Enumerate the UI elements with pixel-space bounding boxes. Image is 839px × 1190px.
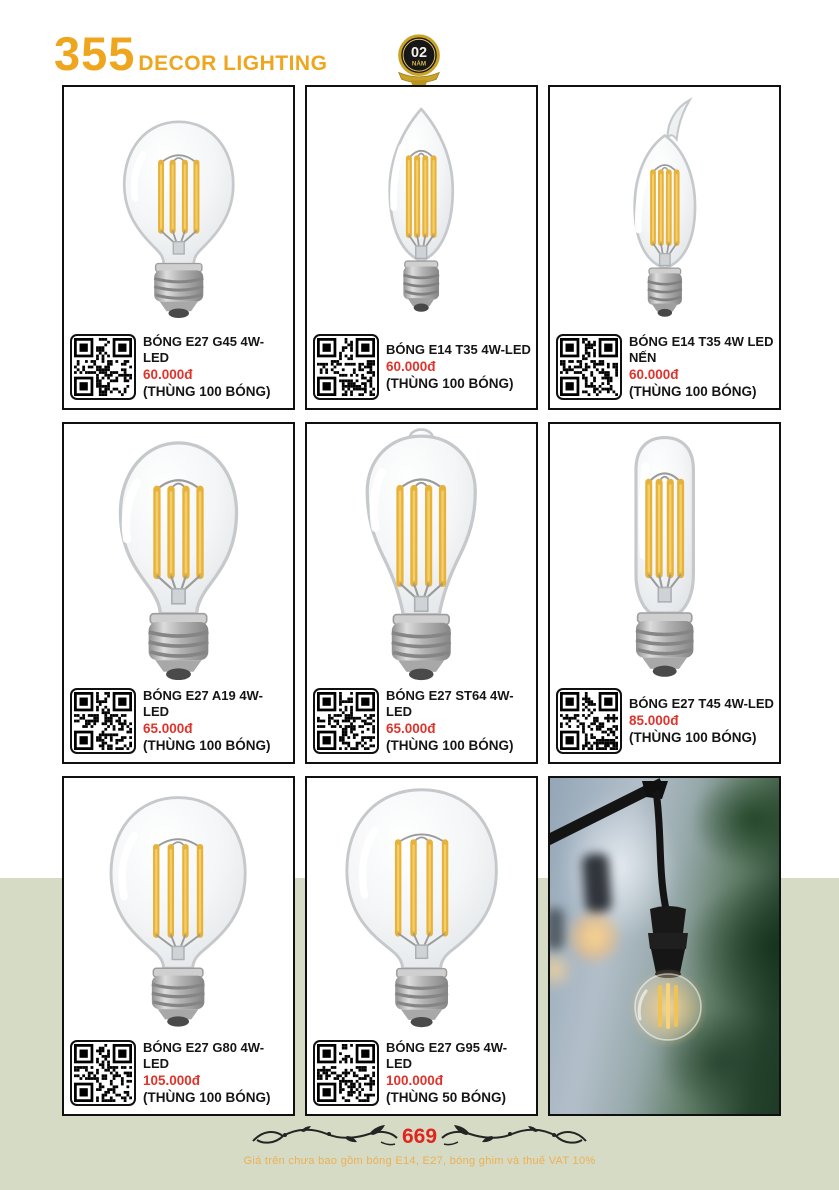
qr-code bbox=[70, 688, 136, 754]
badge-label: NĂM bbox=[411, 60, 427, 68]
product-price: 100.000đ bbox=[386, 1073, 444, 1088]
qr-code bbox=[70, 1040, 136, 1106]
product-image-g80 bbox=[64, 778, 293, 1036]
qr-code bbox=[556, 688, 622, 754]
qr-code bbox=[313, 688, 379, 754]
flourish-left-icon bbox=[248, 1122, 400, 1152]
badge-years: 02 bbox=[410, 45, 428, 62]
product-pack: (THÙNG 100 BÓNG) bbox=[143, 738, 271, 753]
product-name: BÓNG E27 ST64 4W-LED bbox=[386, 688, 514, 719]
qr-code bbox=[70, 334, 136, 400]
page-header bbox=[54, 27, 328, 80]
product-name: BÓNG E27 A19 4W-LED bbox=[143, 688, 263, 719]
product-name: BÓNG E27 T45 4W-LED bbox=[629, 696, 774, 711]
footer-page-number: 669 bbox=[401, 1125, 438, 1148]
product-price: 60.000đ bbox=[629, 367, 679, 382]
product-name: BÓNG E27 G95 4W-LED bbox=[386, 1040, 508, 1071]
product-image-t45 bbox=[550, 424, 779, 684]
product-name: BÓNG E14 T35 4W LED NẾN bbox=[629, 334, 774, 365]
anniversary-badge bbox=[390, 33, 448, 87]
flourish-right-icon bbox=[439, 1122, 591, 1152]
page-footer bbox=[0, 1120, 839, 1167]
product-image-g45 bbox=[64, 87, 293, 330]
string-lights-photo bbox=[550, 778, 779, 1114]
product-pack: (THÙNG 50 BÓNG) bbox=[386, 1090, 507, 1105]
product-card bbox=[62, 776, 295, 1116]
product-info bbox=[64, 330, 293, 408]
product-image-g95 bbox=[307, 778, 536, 1036]
product-name: BÓNG E27 G80 4W-LED bbox=[143, 1040, 265, 1071]
product-card bbox=[548, 422, 781, 764]
product-info bbox=[307, 330, 536, 408]
product-image-st64 bbox=[307, 424, 536, 684]
product-price: 60.000đ bbox=[386, 359, 436, 374]
product-info bbox=[64, 684, 293, 762]
product-price: 85.000đ bbox=[629, 713, 679, 728]
product-name: BÓNG E14 T35 4W-LED bbox=[386, 342, 531, 357]
product-price: 105.000đ bbox=[143, 1073, 201, 1088]
product-grid bbox=[62, 85, 781, 1116]
footer-flourish-row bbox=[248, 1120, 591, 1154]
photo-card bbox=[548, 776, 781, 1116]
product-price: 65.000đ bbox=[143, 721, 193, 736]
qr-code bbox=[313, 1040, 379, 1106]
catalog-number: 355 bbox=[54, 27, 136, 80]
product-pack: (THÙNG 100 BÓNG) bbox=[143, 1090, 271, 1105]
product-info bbox=[307, 684, 536, 762]
product-pack: (THÙNG 100 BÓNG) bbox=[629, 730, 757, 745]
product-price: 65.000đ bbox=[386, 721, 436, 736]
page-title: DECOR LIGHTING bbox=[138, 52, 328, 75]
price-disclaimer: Giá trên chưa bao gồm bóng E14, E27, bóng ghim và thuế VAT 10% bbox=[243, 1155, 596, 1167]
product-image-a19 bbox=[64, 424, 293, 684]
product-pack: (THÙNG 100 BÓNG) bbox=[386, 738, 514, 753]
product-card bbox=[305, 422, 538, 764]
product-card bbox=[305, 776, 538, 1116]
product-info bbox=[550, 330, 779, 408]
product-info bbox=[550, 684, 779, 762]
product-info bbox=[307, 1036, 536, 1114]
product-image-t35 bbox=[307, 87, 536, 330]
qr-code bbox=[556, 334, 622, 400]
product-card bbox=[548, 85, 781, 410]
anniversary-badge-icon bbox=[390, 33, 448, 87]
product-card bbox=[62, 422, 295, 764]
product-pack: (THÙNG 100 BÓNG) bbox=[386, 376, 514, 391]
product-name: BÓNG E27 G45 4W-LED bbox=[143, 334, 265, 365]
product-price: 60.000đ bbox=[143, 367, 193, 382]
product-image-flame bbox=[550, 87, 779, 330]
foreground-bulb-illustration bbox=[550, 778, 779, 1114]
product-card bbox=[305, 85, 538, 410]
product-info bbox=[64, 1036, 293, 1114]
product-pack: (THÙNG 100 BÓNG) bbox=[143, 384, 271, 399]
qr-code bbox=[313, 334, 379, 400]
product-pack: (THÙNG 100 BÓNG) bbox=[629, 384, 757, 399]
product-card bbox=[62, 85, 295, 410]
